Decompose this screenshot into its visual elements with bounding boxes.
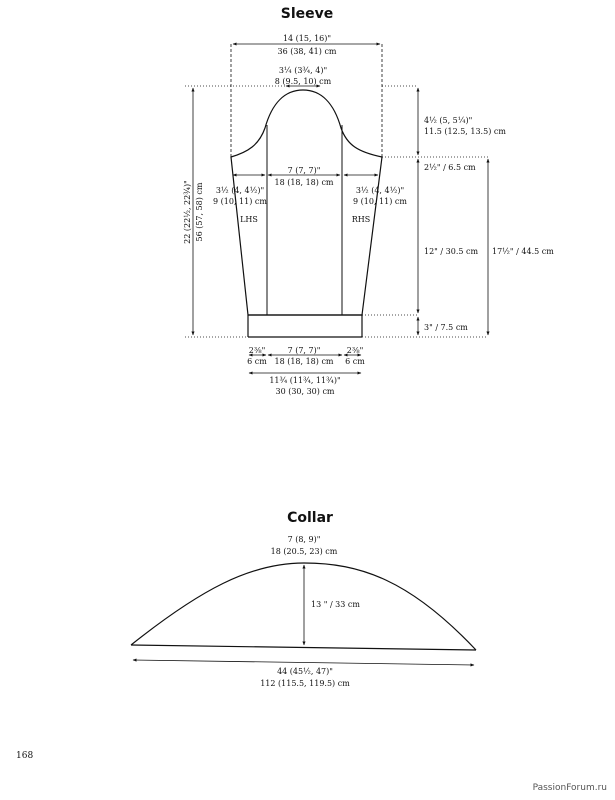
- sleeve-cuff-right-in: 2⅜": [346, 346, 364, 355]
- sleeve-underarm-length: 17½" / 44.5 cm: [492, 247, 554, 256]
- sleeve-rhs-label: RHS: [351, 215, 371, 224]
- sleeve-top-width-cm: 36 (38, 41) cm: [277, 47, 337, 56]
- sleeve-mid-width-in: 7 (7, 7)": [287, 166, 321, 175]
- sleeve-left-side-cm: 9 (10, 11) cm: [213, 197, 267, 206]
- sleeve-cuff-left-cm: 6 cm: [247, 357, 267, 366]
- sleeve-top-width-in: 14 (15, 16)": [282, 34, 332, 43]
- sleeve-cap-top-in: 3¼ (3¾, 4)": [278, 66, 328, 75]
- sleeve-cuff-mid-in: 7 (7, 7)": [287, 346, 321, 355]
- sleeve-right-side-in: 3½ (4, 4½)": [355, 186, 405, 195]
- sleeve-cuff-length: 3" / 7.5 cm: [424, 323, 468, 332]
- collar-bottom-cm: 112 (115.5, 119.5) cm: [260, 679, 350, 688]
- sleeve-upper-length: 2½" / 6.5 cm: [424, 163, 476, 172]
- sleeve-cap-top-cm: 8 (9.5, 10) cm: [274, 77, 332, 86]
- collar-top-cm: 18 (20.5, 23) cm: [270, 547, 338, 556]
- sleeve-cap-height-cm: 11.5 (12.5, 13.5) cm: [424, 127, 506, 136]
- sleeve-cuff-left-in: 2⅜": [248, 346, 266, 355]
- collar-outline: [131, 563, 476, 650]
- sleeve-left-side-in: 3½ (4, 4½)": [215, 186, 265, 195]
- sleeve-bottom-cm: 30 (30, 30) cm: [275, 387, 335, 396]
- sleeve-outline: [231, 90, 382, 337]
- sleeve-length-in: 22 (22½, 22¾)": [183, 180, 192, 244]
- sleeve-right-side-cm: 9 (10, 11) cm: [353, 197, 407, 206]
- sleeve-lhs-label: LHS: [240, 215, 258, 224]
- collar-bottom-in: 44 (45½, 47)": [277, 667, 333, 676]
- collar-dimension-lines: [133, 565, 474, 665]
- sleeve-cuff-mid-cm: 18 (18, 18) cm: [274, 357, 334, 366]
- watermark: PassionForum.ru: [532, 783, 607, 793]
- sleeve-cap-height-in: 4½ (5, 5¼)": [424, 116, 473, 125]
- sleeve-guides: [231, 44, 382, 157]
- sleeve-length-cm: 56 (57, 58) cm: [195, 182, 204, 242]
- collar-title: Collar: [287, 510, 333, 526]
- sleeve-cuff-right-cm: 6 cm: [345, 357, 365, 366]
- page-number: 168: [16, 751, 34, 761]
- sleeve-bottom-in: 11¾ (11¾, 11¾)": [269, 376, 341, 385]
- collar-height: 13 " / 33 cm: [311, 600, 360, 609]
- sleeve-title: Sleeve: [280, 6, 334, 22]
- sleeve-mid-width-cm: 18 (18, 18) cm: [274, 178, 334, 187]
- sleeve-body-length: 12" / 30.5 cm: [424, 247, 479, 256]
- collar-top-in: 7 (8, 9)": [287, 535, 321, 544]
